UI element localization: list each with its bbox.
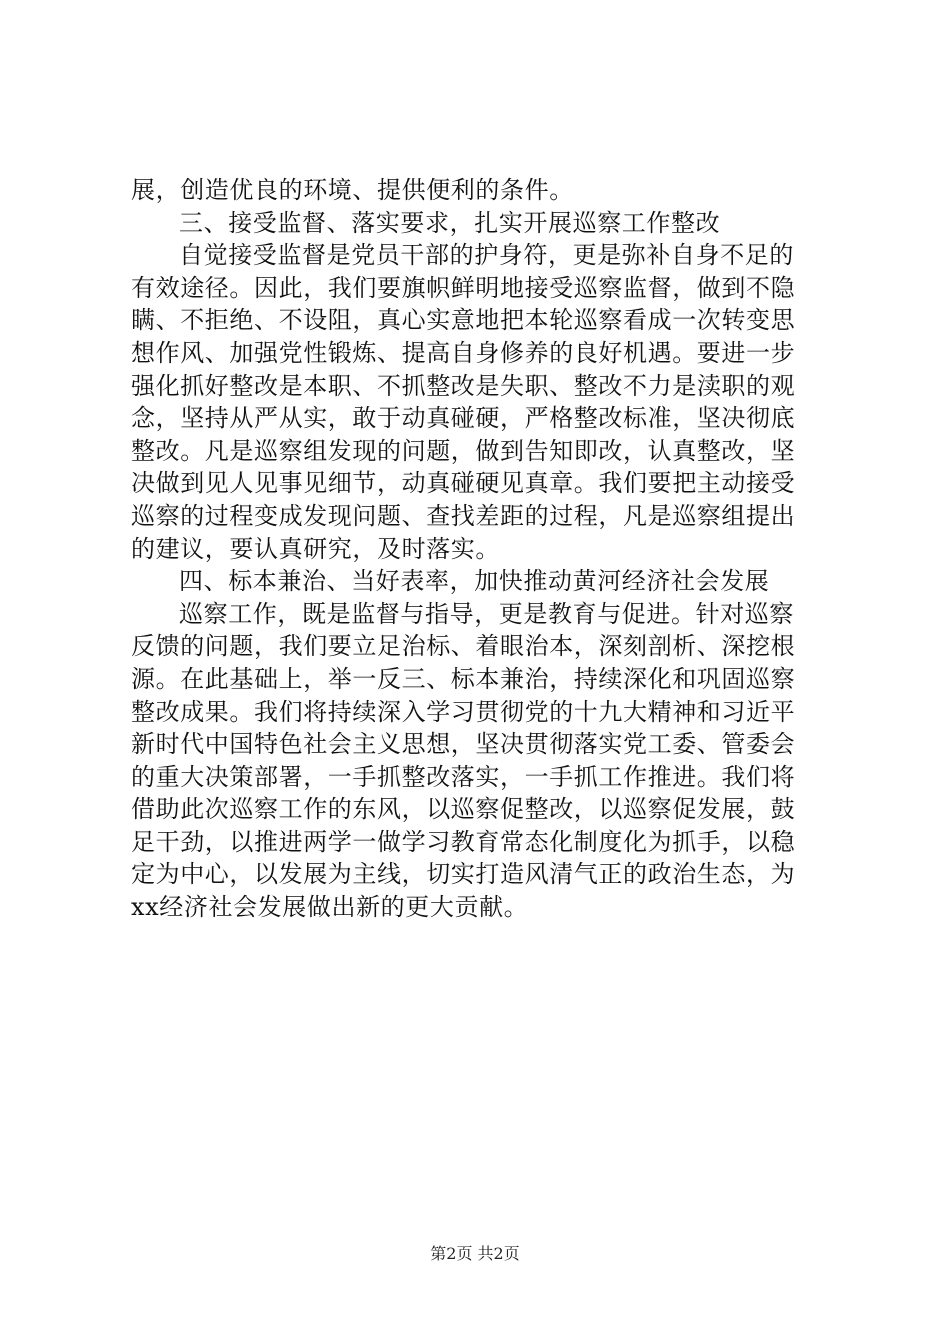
text-line: 的建议，要认真研究，及时落实。 xyxy=(131,534,500,563)
text-line: 瞒、不拒绝、不设阻，真心实意地把本轮巡察看成一次转变思 xyxy=(131,306,796,335)
text-line: 的重大决策部署，一手抓整改落实，一手抓工作推进。我们将 xyxy=(131,762,796,791)
text-line: 四、标本兼治、当好表率，加快推动黄河经济社会发展 xyxy=(179,567,770,596)
text-line: 新时代中国特色社会主义思想，坚决贯彻落实党工委、管委会 xyxy=(131,730,796,759)
text-line: 决做到见人见事见细节，动真碰硬见真章。我们要把主动接受 xyxy=(131,469,796,498)
text-line: 自觉接受监督是党员干部的护身符，更是弥补自身不足的 xyxy=(179,241,794,270)
page-footer: 第2页 共2页 xyxy=(430,1244,520,1263)
document-body xyxy=(131,174,831,924)
text-line: 反馈的问题，我们要立足治标、着眼治本，深刻剖析、深挖根 xyxy=(131,632,796,661)
text-line: 借助此次巡察工作的东风，以巡察促整改，以巡察促发展，鼓 xyxy=(131,795,796,824)
text-line: 整改。凡是巡察组发现的问题，做到告知即改，认真整改，坚 xyxy=(131,436,796,465)
text-line: 巡察工作，既是监督与指导，更是教育与促进。针对巡察 xyxy=(179,599,794,628)
text-line: 展，创造优良的环境、提供便利的条件。 xyxy=(131,176,574,204)
text-line: 源。在此基础上，举一反三、标本兼治，持续深化和巩固巡察 xyxy=(131,664,796,693)
text-line: 巡察的过程变成发现问题、查找差距的过程，凡是巡察组提出 xyxy=(131,501,796,530)
text-line: 念，坚持从严从实，敢于动真碰硬，严格整改标准，坚决彻底 xyxy=(131,404,796,433)
text-line: 足干劲，以推进两学一做学习教育常态化制度化为抓手，以稳 xyxy=(131,827,796,856)
text-line: 强化抓好整改是本职、不抓整改是失职、整改不力是渎职的观 xyxy=(131,371,796,400)
text-line: 有效途径。因此，我们要旗帜鲜明地接受巡察监督，做到不隐 xyxy=(131,273,796,302)
text-line: 整改成果。我们将持续深入学习贯彻党的十九大精神和习近平 xyxy=(131,697,796,726)
text-line: xx经济社会发展做出新的更大贡献。 xyxy=(131,893,529,922)
text-line: 想作风、加强党性锻炼、提高自身修养的良好机遇。要进一步 xyxy=(131,338,796,367)
text-line: 定为中心，以发展为主线，切实打造风清气正的政治生态，为 xyxy=(131,860,796,889)
text-line: 三、接受监督、落实要求，扎实开展巡察工作整改 xyxy=(179,208,721,237)
